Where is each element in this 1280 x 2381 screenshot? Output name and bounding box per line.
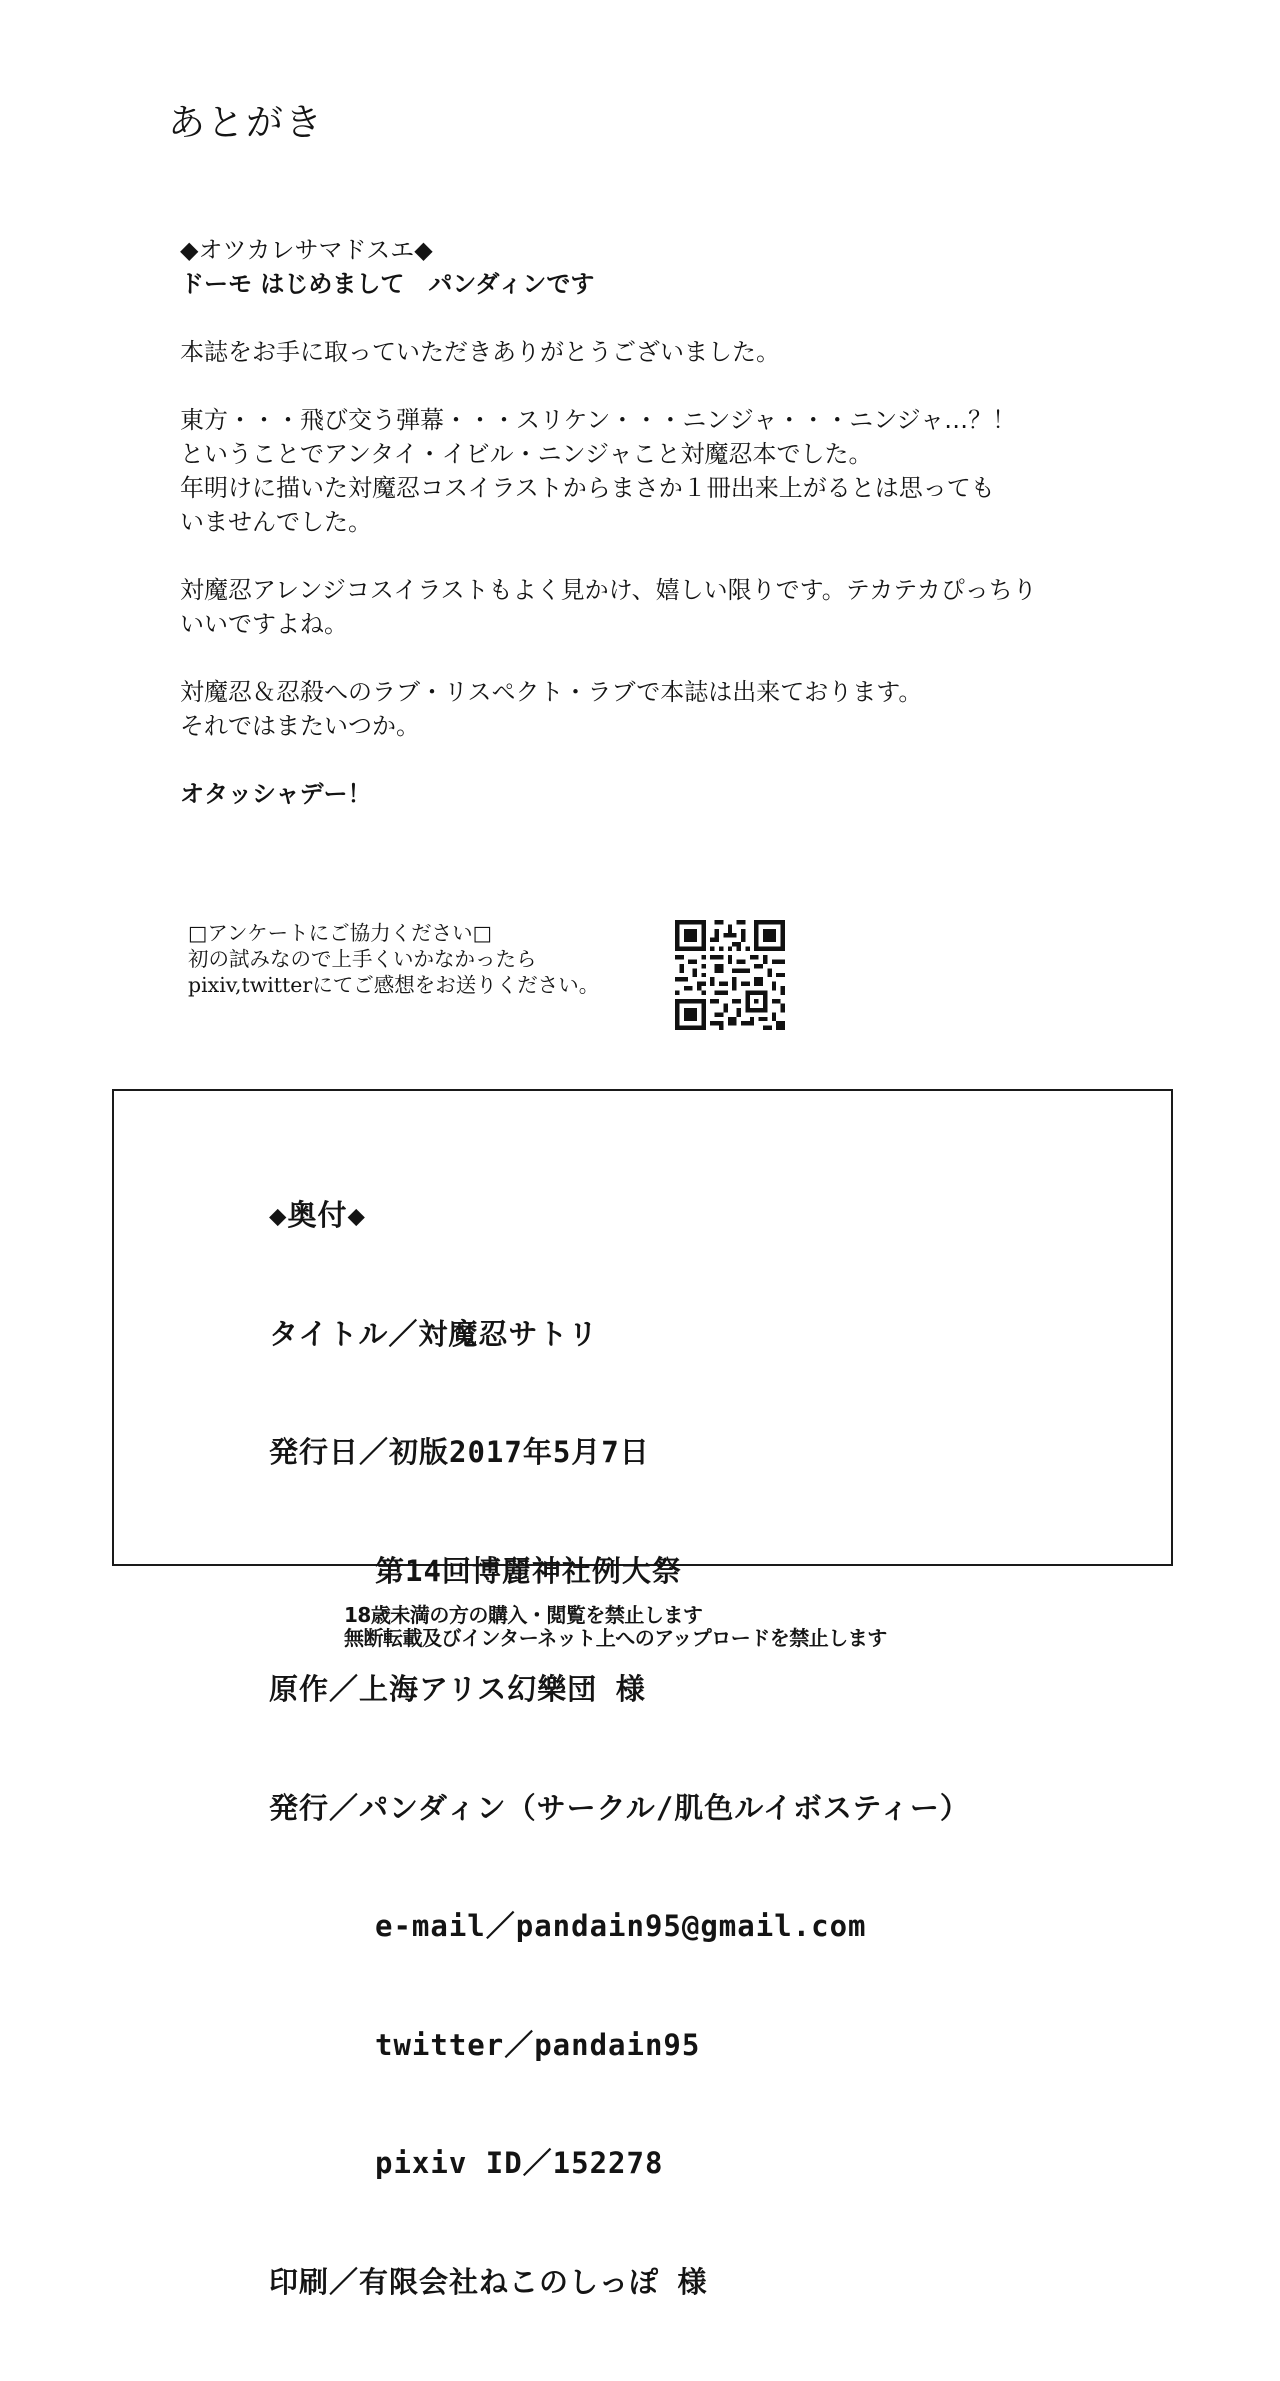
colophon-heading: ◆奥付◆ — [269, 1198, 366, 1232]
colophon — [269, 1117, 970, 2381]
survey-line-2: 初の試みなので上手くいかなかったら — [188, 947, 537, 971]
colophon-release-date: 発行日／初版2017年5月7日 — [269, 1435, 650, 1469]
afterword-paragraph-2-line-4: いませんでした。 — [180, 508, 372, 536]
colophon-title: タイトル／対魔忍サトリ — [269, 1316, 599, 1351]
age-restriction-notice: 18歳未満の方の購入・閲覧を禁止します — [344, 1603, 703, 1627]
colophon-pixiv: pixiv ID／152278 — [375, 2146, 664, 2180]
afterword-paragraph-4-line-2: それではまたいつか。 — [180, 712, 420, 740]
afterword-paragraph-3-line-2: いいですよね。 — [180, 610, 348, 638]
afterword-paragraph-2-line-3: 年明けに描いた対魔忍コスイラストからまさか１冊出来上がるとは思っても — [180, 474, 995, 502]
afterword-paragraph-2-line-2: ということでアンタイ・イビル・ニンジャこと対魔忍本でした。 — [180, 440, 873, 468]
colophon-printer: 印刷／有限会社ねこのしっぽ 様 — [269, 2264, 708, 2299]
afterword-greeting: ◆オツカレサマドスエ◆ — [180, 236, 433, 264]
afterword-paragraph-4-line-1: 対魔忍＆忍殺へのラブ・リスペクト・ラブで本誌は出来ております。 — [180, 678, 923, 706]
colophon-original-work: 原作／上海アリス幻樂団 様 — [269, 1672, 646, 1706]
afterword-body — [180, 233, 1160, 811]
afterword-intro: ドーモ はじめまして パンダィンです — [180, 270, 595, 298]
colophon-twitter: twitter／pandain95 — [375, 2027, 701, 2062]
survey-line-1: □アンケートにご協力ください□ — [188, 921, 493, 945]
afterword-paragraph-3-line-1: 対魔忍アレンジコスイラストもよく見かけ、嬉しい限りです。テカテカぴっちり — [180, 576, 1037, 604]
survey-qr-code[interactable] — [675, 920, 785, 1030]
survey-line-3: pixiv,twitterにてご感想をお送りください。 — [188, 973, 600, 997]
survey-note — [188, 920, 599, 998]
colophon-publisher: 発行／パンダィン（サークル/肌色ルイボスティー） — [269, 1790, 970, 1825]
redistribution-notice: 無断転載及びインターネット上へのアップロードを禁止します — [344, 1626, 887, 1650]
colophon-email: e-mail／pandain95@gmail.com — [375, 1909, 867, 1943]
page-title: あとがき — [168, 101, 324, 144]
afterword-thanks: 本誌をお手に取っていただきありがとうございました。 — [180, 338, 780, 366]
afterword-signoff: オタッシャデー！ — [180, 780, 372, 808]
afterword-paragraph-2-line-1: 東方・・・飛び交う弾幕・・・スリケン・・・ニンジャ・・・ニンジャ…？！ — [180, 406, 1017, 434]
legal-warning — [344, 1604, 887, 1650]
colophon-event: 第14回博麗神社例大祭 — [375, 1553, 682, 1588]
